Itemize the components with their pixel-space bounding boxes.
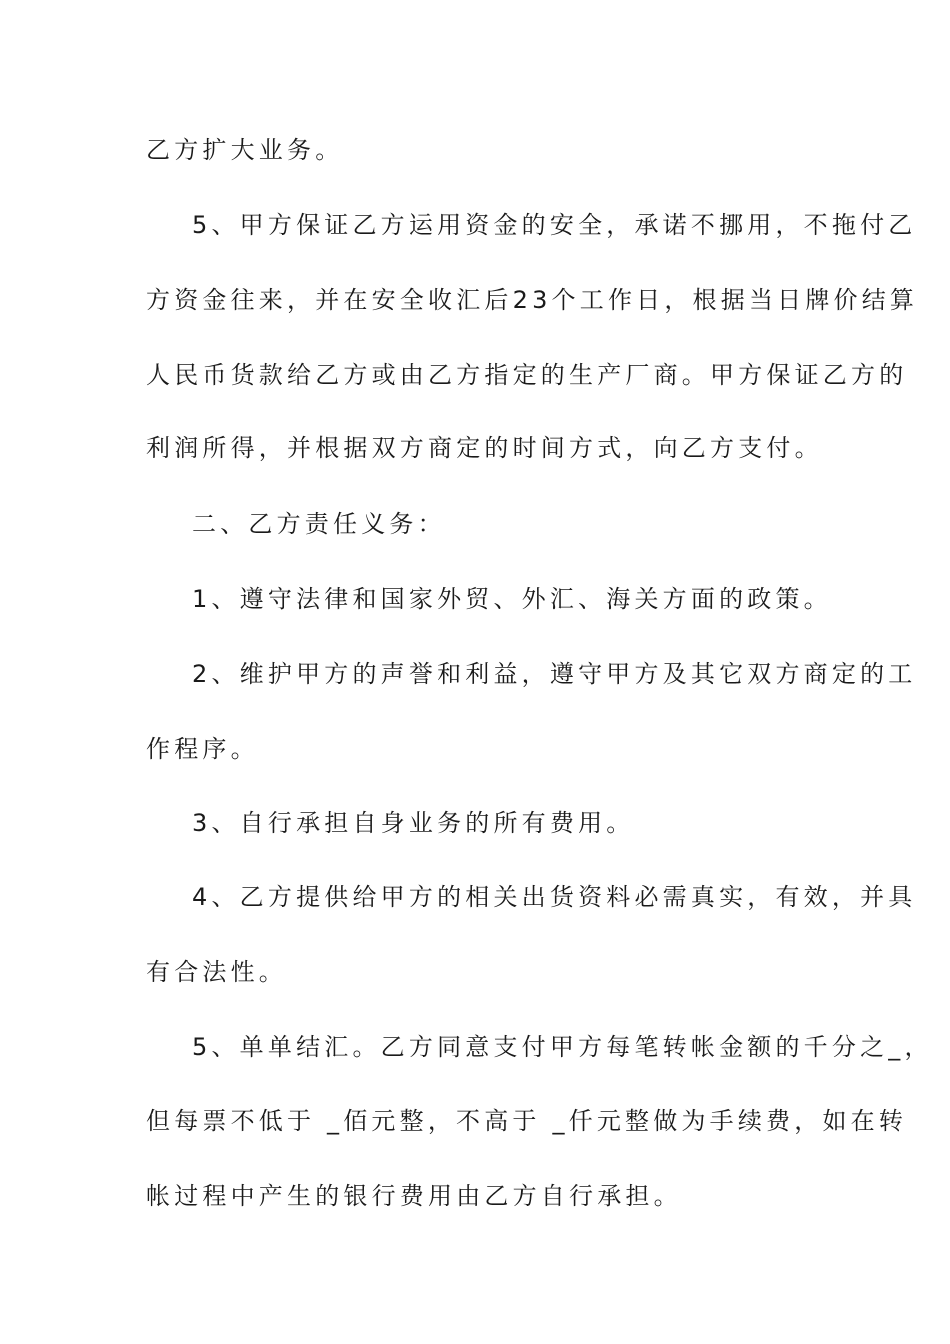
paragraph-line: 作程序。 bbox=[146, 735, 259, 763]
paragraph-line: 帐过程中产生的银行费用由乙方自行承担。 bbox=[146, 1182, 682, 1210]
paragraph-line: 5、甲方保证乙方运用资金的安全，承诺不挪用，不拖付乙 bbox=[192, 211, 917, 239]
paragraph-line: 乙方扩大业务。 bbox=[146, 136, 344, 164]
paragraph-line: 2、维护甲方的声誉和利益，遵守甲方及其它双方商定的工 bbox=[192, 660, 917, 688]
paragraph-line: 但每票不低于 _佰元整，不高于 _仟元整做为手续费，如在转 bbox=[146, 1107, 908, 1135]
paragraph-line: 5、单单结汇。乙方同意支付甲方每笔转帐金额的千分之_， bbox=[192, 1033, 933, 1061]
section-heading: 二、乙方责任义务： bbox=[192, 510, 446, 538]
paragraph-line: 方资金往来，并在安全收汇后23个工作日，根据当日牌价结算 bbox=[146, 286, 919, 314]
paragraph-line: 利润所得，并根据双方商定的时间方式，向乙方支付。 bbox=[146, 434, 823, 462]
paragraph-line: 1、遵守法律和国家外贸、外汇、海关方面的政策。 bbox=[192, 585, 832, 613]
paragraph-line: 3、自行承担自身业务的所有费用。 bbox=[192, 809, 635, 837]
paragraph-line: 4、乙方提供给甲方的相关出货资料必需真实，有效，并具 bbox=[192, 883, 917, 911]
paragraph-line: 人民币货款给乙方或由乙方指定的生产厂商。甲方保证乙方的 bbox=[146, 361, 908, 389]
paragraph-line: 有合法性。 bbox=[146, 958, 287, 986]
